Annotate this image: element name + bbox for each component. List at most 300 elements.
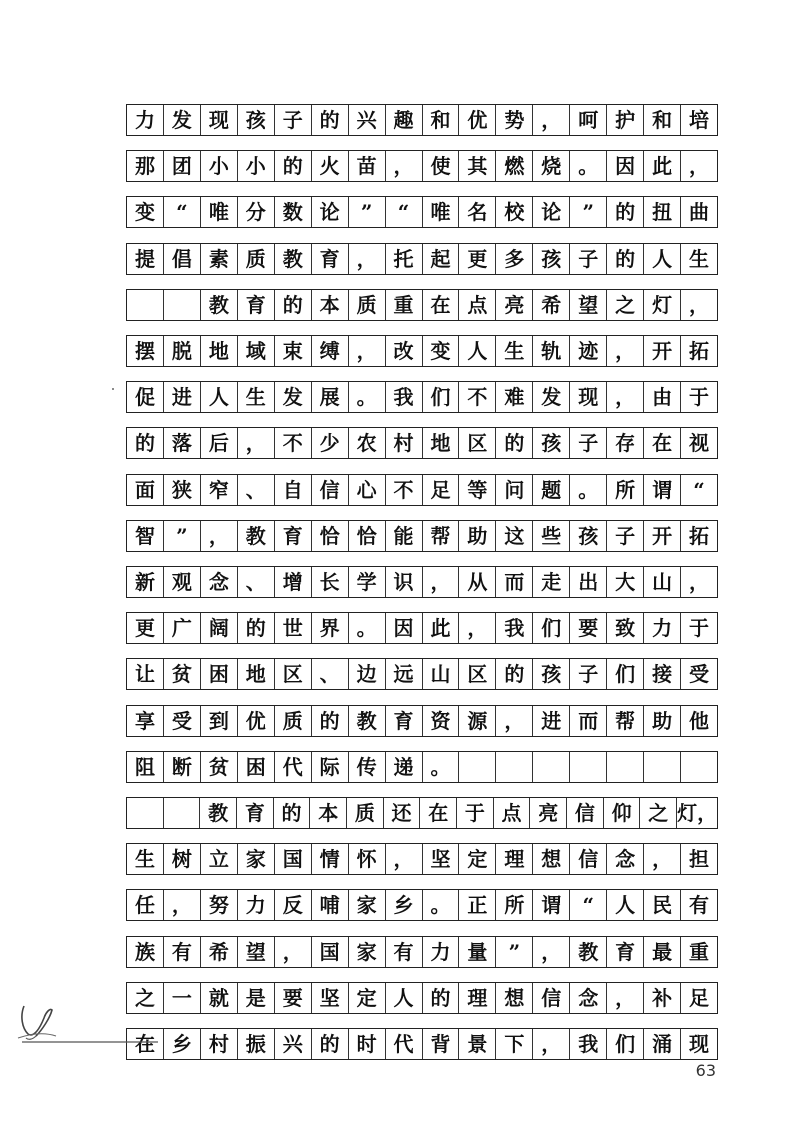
grid-cell: 坚: [312, 983, 349, 1013]
grid-cell: 其: [459, 151, 496, 181]
grid-cell: 民: [644, 890, 681, 920]
grid-cell: 培: [689, 108, 710, 132]
grid-cell: 孩: [533, 244, 570, 274]
grid-cell: 烧: [533, 151, 570, 181]
grid-cell: 背: [423, 1029, 460, 1059]
grid-cell: 受: [164, 706, 201, 736]
grid-cell: 束: [275, 336, 312, 366]
grid-cell: ，: [164, 890, 201, 920]
grid-row: [126, 751, 718, 783]
grid-cell: ，: [533, 105, 570, 135]
grid-cell: 哺: [312, 890, 349, 920]
grid-cell: 们: [607, 1029, 644, 1059]
grid-cell: 困: [238, 752, 275, 782]
grid-cell: 生: [127, 844, 164, 874]
grid-cell: 有: [164, 937, 201, 967]
grid-cell: 力: [127, 105, 164, 135]
grid-row: [126, 566, 718, 598]
grid-cell: 源: [459, 706, 496, 736]
grid-cell: 的: [312, 706, 349, 736]
grid-cell: 自: [275, 475, 312, 505]
grid-cell: ，: [386, 844, 423, 874]
grid-cell: 育: [607, 937, 644, 967]
grid-cell: 于: [689, 616, 710, 641]
grid-cell: 更: [127, 613, 164, 643]
grid-cell: 就: [201, 983, 238, 1013]
grid-cell: 阔: [201, 613, 238, 643]
grid-cell: ，: [689, 292, 710, 317]
grid-cell: 树: [164, 844, 201, 874]
grid-cell: 仰: [604, 798, 641, 828]
grid-cell: 育: [312, 244, 349, 274]
grid-cell: 的: [127, 428, 164, 458]
grid-cell: 本: [312, 290, 349, 320]
grid-cell: 心: [349, 475, 386, 505]
grid-cell: 倡: [164, 244, 201, 274]
grid-cell: 势: [496, 105, 533, 135]
grid-row: [126, 843, 718, 875]
grid-cell: 反: [275, 890, 312, 920]
grid-cell: 信: [570, 844, 607, 874]
grid-cell: 数: [275, 197, 312, 227]
grid-cell: 接: [644, 659, 681, 689]
grid-cell: 远: [386, 659, 423, 689]
grid-cell: 之: [607, 290, 644, 320]
grid-cell: 谓: [644, 475, 681, 505]
grid-cell: 于: [689, 385, 710, 410]
grid-cell: 阻: [127, 752, 164, 782]
grid-cell: 名: [459, 197, 496, 227]
grid-cell: ”: [164, 521, 201, 551]
grid-row: [126, 612, 718, 644]
grid-cell: 帮: [607, 706, 644, 736]
grid-cell: 的: [496, 659, 533, 689]
grid-cell: 希: [533, 290, 570, 320]
grid-cell: 想: [533, 844, 570, 874]
grid-cell: 。: [570, 475, 607, 505]
grid-cell: 村: [201, 1029, 238, 1059]
grid-cell: 助: [644, 706, 681, 736]
margin-dot: [112, 388, 114, 390]
grid-cell: 等: [459, 475, 496, 505]
grid-cell: 的: [607, 197, 644, 227]
grid-cell: 子: [275, 105, 312, 135]
grid-cell: 。: [349, 613, 386, 643]
grid-cell: 世: [275, 613, 312, 643]
grid-cell: 和: [644, 105, 681, 135]
grid-cell: 智: [127, 521, 164, 551]
grid-cell: 力: [423, 937, 460, 967]
grid-cell: 国: [275, 844, 312, 874]
grid-cell: 于: [457, 798, 494, 828]
grid-cell: 们: [533, 613, 570, 643]
grid-cell: 。: [423, 752, 460, 782]
grid-row: [126, 196, 718, 228]
grid-cell: 下: [496, 1029, 533, 1059]
grid-cell: 定: [459, 844, 496, 874]
grid-cell: 现: [570, 382, 607, 412]
grid-cell: 家: [349, 890, 386, 920]
grid-cell: ，: [689, 570, 710, 594]
grid-cell: 望: [570, 290, 607, 320]
grid-cell: 育: [275, 521, 312, 551]
grid-cell: 点: [459, 290, 496, 320]
grid-cell: 信: [567, 798, 604, 828]
grid-cell: 教: [238, 521, 275, 551]
grid-cell: 山: [644, 567, 681, 597]
grid-cell: 区: [459, 428, 496, 458]
grid-cell: ”: [349, 197, 386, 227]
grid-cell: 人: [201, 382, 238, 412]
grid-cell: 要: [275, 983, 312, 1013]
grid-cell: 大: [607, 567, 644, 597]
grid-cell: 有: [689, 893, 710, 918]
grid-cell: 开: [644, 521, 681, 551]
grid-cell: 兴: [275, 1029, 312, 1059]
grid-cell: ，: [607, 336, 644, 366]
grid-cell: 家: [238, 844, 275, 874]
grid-cell: 代: [275, 752, 312, 782]
grid-cell: 理: [496, 844, 533, 874]
grid-cell: 怀: [349, 844, 386, 874]
grid-row: [126, 243, 718, 275]
grid-cell: 致: [607, 613, 644, 643]
grid-cell: 后: [201, 428, 238, 458]
grid-cell: 的: [275, 290, 312, 320]
grid-cell: 是: [238, 983, 275, 1013]
grid-cell: 那: [127, 151, 164, 181]
grid-cell: 在: [644, 428, 681, 458]
grid-cell: 质: [275, 706, 312, 736]
grid-cell: 开: [644, 336, 681, 366]
grid-cell: 变: [127, 197, 164, 227]
grid-cell: 量: [459, 937, 496, 967]
grid-cell: 恰: [349, 521, 386, 551]
grid-cell: 的: [312, 105, 349, 135]
grid-cell: 地: [423, 428, 460, 458]
grid-cell: 乡: [386, 890, 423, 920]
grid-cell: [127, 798, 164, 828]
grid-cell: 想: [496, 983, 533, 1013]
grid-cell: 村: [386, 428, 423, 458]
grid-cell: 分: [238, 197, 275, 227]
grid-cell: 而: [496, 567, 533, 597]
grid-cell: 观: [164, 567, 201, 597]
grid-cell: 现: [201, 105, 238, 135]
grid-cell: 和: [423, 105, 460, 135]
grid-cell: 从: [459, 567, 496, 597]
grid-cell: 拓: [689, 523, 710, 548]
grid-cell: 育: [238, 290, 275, 320]
grid-row: [126, 474, 718, 506]
grid-cell: 信: [533, 983, 570, 1013]
grid-cell: “: [386, 197, 423, 227]
grid-cell: 起: [423, 244, 460, 274]
grid-cell: 更: [459, 244, 496, 274]
grid-cell: 我: [496, 613, 533, 643]
grid-cell: 所: [496, 890, 533, 920]
grid-cell: 重: [386, 290, 423, 320]
grid-cell: 唯: [201, 197, 238, 227]
grid-cell: 代: [386, 1029, 423, 1059]
grid-cell: 的: [423, 983, 460, 1013]
grid-cell: 资: [423, 706, 460, 736]
grid-cell: 念: [201, 567, 238, 597]
grid-cell: 现: [689, 1032, 710, 1056]
grid-cell: 望: [238, 937, 275, 967]
grid-cell: 广: [164, 613, 201, 643]
grid-cell: 际: [312, 752, 349, 782]
grid-cell: 足: [423, 475, 460, 505]
grid-row: [126, 1028, 718, 1060]
grid-cell: 之: [640, 798, 677, 828]
grid-cell: 生: [689, 246, 710, 271]
grid-cell: 窄: [201, 475, 238, 505]
grid-cell: 亮: [530, 798, 567, 828]
grid-cell: 有: [386, 937, 423, 967]
grid-cell: 生: [238, 382, 275, 412]
grid-cell: 重: [689, 939, 710, 964]
grid-cell: 坚: [423, 844, 460, 874]
grid-cell: 能: [386, 521, 423, 551]
grid-row: [126, 658, 718, 690]
grid-cell: 定: [349, 983, 386, 1013]
page-number: 63: [695, 1061, 716, 1080]
grid-cell: 一: [164, 983, 201, 1013]
grid-cell: 素: [201, 244, 238, 274]
grid-cell: 人: [607, 890, 644, 920]
grid-cell: 小: [238, 151, 275, 181]
grid-cell: 育: [237, 798, 274, 828]
grid-cell: 增: [275, 567, 312, 597]
grid-cell: 教: [349, 706, 386, 736]
grid-cell: “: [693, 477, 705, 502]
grid-cell: [164, 798, 201, 828]
grid-cell: 区: [275, 659, 312, 689]
grid-cell: 理: [459, 983, 496, 1013]
grid-cell: 质: [238, 244, 275, 274]
grid-cell: 贫: [164, 659, 201, 689]
grid-cell: ，: [533, 1029, 570, 1059]
grid-cell: 念: [570, 983, 607, 1013]
grid-cell: 在: [127, 1029, 164, 1059]
grid-cell: “: [164, 197, 201, 227]
grid-cell: 灯，: [677, 801, 718, 825]
grid-cell: 帮: [423, 521, 460, 551]
grid-row: [126, 104, 718, 136]
grid-cell: 护: [607, 105, 644, 135]
grid-row: [126, 381, 718, 413]
grid-cell: [164, 290, 201, 320]
grid-cell: 情: [312, 844, 349, 874]
grid-cell: 立: [201, 844, 238, 874]
grid-cell: ，: [386, 151, 423, 181]
grid-row: [126, 797, 718, 829]
grid-cell: 国: [312, 937, 349, 967]
grid-row: [126, 150, 718, 182]
grid-cell: 念: [607, 844, 644, 874]
grid-cell: 信: [312, 475, 349, 505]
grid-cell: 他: [689, 708, 710, 733]
grid-row: [126, 982, 718, 1014]
grid-cell: 递: [386, 752, 423, 782]
grid-cell: 地: [238, 659, 275, 689]
grid-cell: 走: [533, 567, 570, 597]
grid-cell: 们: [607, 659, 644, 689]
grid-cell: 生: [496, 336, 533, 366]
grid-cell: 我: [570, 1029, 607, 1059]
grid-row: [126, 705, 718, 737]
grid-row: [126, 289, 718, 321]
grid-cell: [533, 752, 570, 782]
grid-cell: 缚: [312, 336, 349, 366]
grid-cell: 展: [312, 382, 349, 412]
grid-cell: 的: [607, 244, 644, 274]
grid-cell: 小: [201, 151, 238, 181]
grid-cell: 论: [533, 197, 570, 227]
grid-cell: 到: [201, 706, 238, 736]
grid-cell: 拓: [689, 339, 710, 363]
grid-cell: [496, 752, 533, 782]
grid-cell: 界: [312, 613, 349, 643]
grid-cell: 。: [349, 382, 386, 412]
grid-cell: 地: [201, 336, 238, 366]
grid-cell: 孩: [238, 105, 275, 135]
grid-cell: ，: [644, 844, 681, 874]
grid-cell: 提: [127, 244, 164, 274]
grid-cell: 乡: [164, 1029, 201, 1059]
grid-cell: 学: [349, 567, 386, 597]
grid-cell: 振: [238, 1029, 275, 1059]
grid-cell: 传: [349, 752, 386, 782]
grid-cell: 人: [386, 983, 423, 1013]
grid-cell: 发: [164, 105, 201, 135]
grid-cell: 景: [459, 1029, 496, 1059]
grid-cell: 苗: [349, 151, 386, 181]
grid-cell: ，: [349, 336, 386, 366]
grid-cell: [681, 752, 717, 782]
grid-cell: 助: [459, 521, 496, 551]
grid-cell: 落: [164, 428, 201, 458]
grid-cell: 使: [423, 151, 460, 181]
grid-cell: 育: [386, 706, 423, 736]
grid-cell: 要: [570, 613, 607, 643]
grid-cell: ，: [275, 937, 312, 967]
grid-cell: 担: [689, 847, 710, 872]
grid-cell: 困: [201, 659, 238, 689]
grid-cell: [644, 752, 681, 782]
grid-cell: 质: [347, 798, 384, 828]
grid-cell: ，: [607, 983, 644, 1013]
grid-cell: 的: [275, 151, 312, 181]
grid-cell: 呵: [570, 105, 607, 135]
grid-cell: 正: [459, 890, 496, 920]
grid-cell: 此: [644, 151, 681, 181]
grid-cell: 托: [386, 244, 423, 274]
grid-cell: 享: [127, 706, 164, 736]
grid-cell: 促: [127, 382, 164, 412]
grid-cell: 少: [312, 428, 349, 458]
grid-cell: 子: [570, 244, 607, 274]
grid-cell: 人: [644, 244, 681, 274]
grid-row: [126, 520, 718, 552]
grid-cell: 山: [423, 659, 460, 689]
grid-cell: 努: [201, 890, 238, 920]
grid-cell: 不: [386, 475, 423, 505]
grid-cell: 之: [127, 983, 164, 1013]
grid-cell: ，: [689, 154, 710, 179]
grid-cell: 、: [312, 659, 349, 689]
grid-cell: 们: [423, 382, 460, 412]
grid-cell: 断: [164, 752, 201, 782]
grid-cell: 而: [570, 706, 607, 736]
grid-cell: 孩: [533, 428, 570, 458]
grid-cell: 孩: [570, 521, 607, 551]
grid-cell: ”: [570, 197, 607, 227]
grid-cell: 在: [423, 290, 460, 320]
grid-cell: 唯: [423, 197, 460, 227]
grid-cell: 发: [275, 382, 312, 412]
grid-cell: 、: [238, 567, 275, 597]
grid-cell: 的: [238, 613, 275, 643]
grid-cell: 质: [349, 290, 386, 320]
grid-cell: 火: [312, 151, 349, 181]
grid-cell: 问: [496, 475, 533, 505]
grid-cell: 因: [386, 613, 423, 643]
grid-cell: 不: [275, 428, 312, 458]
grid-cell: 些: [533, 521, 570, 551]
grid-cell: 轨: [533, 336, 570, 366]
grid-cell: 最: [644, 937, 681, 967]
grid-cell: 人: [459, 336, 496, 366]
grid-cell: 由: [644, 382, 681, 412]
grid-cell: 此: [423, 613, 460, 643]
grid-cell: [127, 290, 164, 320]
grid-cell: 教: [570, 937, 607, 967]
grid-cell: 出: [570, 567, 607, 597]
grid-cell: 的: [312, 1029, 349, 1059]
grid-cell: 。: [570, 151, 607, 181]
grid-cell: [570, 752, 607, 782]
grid-cell: ，: [459, 613, 496, 643]
grid-cell: 边: [349, 659, 386, 689]
grid-cell: ，: [349, 244, 386, 274]
grid-cell: “: [570, 890, 607, 920]
grid-cell: 教: [201, 290, 238, 320]
grid-cell: 新: [127, 567, 164, 597]
grid-cell: [607, 752, 644, 782]
grid-cell: 狭: [164, 475, 201, 505]
grid-cell: ，: [238, 428, 275, 458]
grid-cell: 兴: [349, 105, 386, 135]
grid-cell: 存: [607, 428, 644, 458]
grid-cell: 多: [496, 244, 533, 274]
grid-cell: 题: [533, 475, 570, 505]
grid-cell: 变: [423, 336, 460, 366]
grid-cell: ，: [533, 937, 570, 967]
grid-cell: 点: [494, 798, 531, 828]
grid-cell: 恰: [312, 521, 349, 551]
grid-row: [126, 335, 718, 367]
grid-cell: 视: [689, 431, 710, 456]
grid-cell: ，: [607, 382, 644, 412]
grid-cell: 优: [459, 105, 496, 135]
grid-cell: 优: [238, 706, 275, 736]
grid-cell: 孩: [533, 659, 570, 689]
grid-cell: ，: [201, 521, 238, 551]
grid-cell: 力: [238, 890, 275, 920]
grid-cell: 我: [386, 382, 423, 412]
